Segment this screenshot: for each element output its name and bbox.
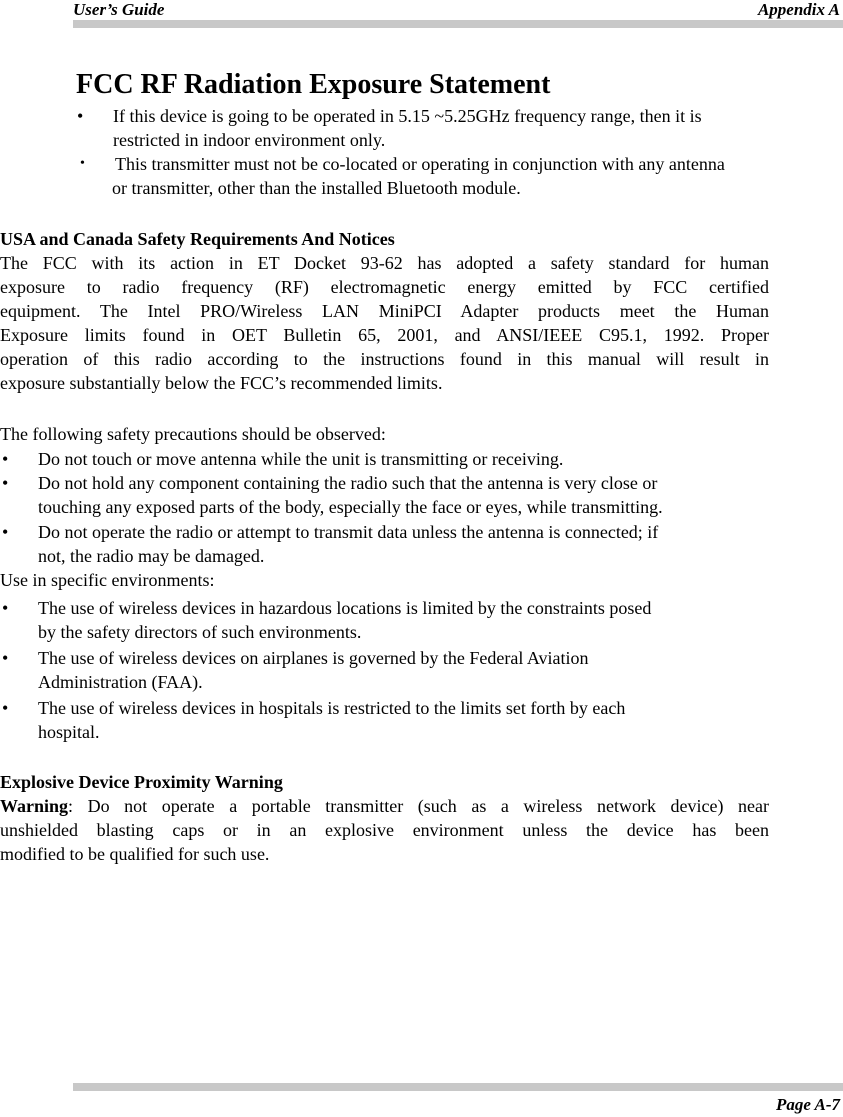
explosive-paragraph xyxy=(0,794,769,866)
environment-1-line1: The use of wireless devices in hazardous locations is limited by the constraints posed xyxy=(38,598,652,618)
usa-line-4: Exposure limits found in OET Bulletin 65, 2001, and ANSI/IEEE C95.1, 1992. Proper xyxy=(0,325,769,345)
environments-intro: Use in specific environments: xyxy=(0,570,215,590)
usa-line-6: exposure substantially below the FCC’s recommended limits. xyxy=(0,373,443,393)
fcc-title: FCC RF Radiation Exposure Statement xyxy=(76,69,551,100)
precaution-1-bullet: • xyxy=(2,449,9,469)
environment-2-bullet: • xyxy=(2,648,9,668)
environment-3-line1: The use of wireless devices in hospitals is restricted to the limits set forth by each xyxy=(38,698,626,718)
explosive-heading: Explosive Device Proximity Warning xyxy=(0,772,283,792)
environment-1-line2: by the safety directors of such environments. xyxy=(38,622,362,642)
usa-line-5: operation of this radio according to the instructions found in this manual will result in xyxy=(0,349,769,369)
fcc-bullet-1-line2: restricted in indoor environment only. xyxy=(113,130,386,150)
fcc-bullet-2-symbol: • xyxy=(80,156,85,171)
header-right: Appendix A xyxy=(757,0,840,19)
fcc-bullet-2-line2: or transmitter, other than the installed Bluetooth module. xyxy=(112,178,521,198)
precaution-3-line2: not, the radio may be damaged. xyxy=(38,546,265,566)
warning-label: Warning xyxy=(0,796,69,816)
explosive-line-1 xyxy=(0,794,769,818)
environment-2-line1: The use of wireless devices on airplanes is governed by the Federal Aviation xyxy=(38,648,589,668)
explosive-line-3: modified to be qualified for such use. xyxy=(0,844,270,864)
header-left: User’s Guide xyxy=(73,0,165,19)
precaution-3-line1: Do not operate the radio or attempt to transmit data unless the antenna is connected; if xyxy=(38,522,659,542)
usa-heading: USA and Canada Safety Requirements And Notices xyxy=(0,229,395,249)
precaution-3-bullet: • xyxy=(2,522,9,542)
fcc-bullet-1-symbol: • xyxy=(77,106,84,126)
usa-paragraph xyxy=(0,251,769,395)
precaution-2-bullet: • xyxy=(2,473,9,493)
usa-line-2: exposure to radio frequency (RF) electromagnetic energy emitted by FCC certified xyxy=(0,277,769,297)
footer-page-number: Page A-7 xyxy=(775,1095,840,1114)
environment-3-line2: hospital. xyxy=(38,722,100,742)
precautions-intro: The following safety precautions should be observed: xyxy=(0,424,386,444)
environment-1-bullet: • xyxy=(2,598,9,618)
explosive-line-2: unshielded blasting caps or in an explosive environment unless the device has been xyxy=(0,820,769,840)
fcc-bullet-2-line1: This transmitter must not be co-located or operating in conjunction with any antenna xyxy=(115,154,725,174)
precaution-2-line1: Do not hold any component containing the radio such that the antenna is very close or xyxy=(38,473,658,493)
usa-line-3: equipment. The Intel PRO/Wireless LAN MiniPCI Adapter products meet the Human xyxy=(0,301,769,321)
precaution-2-line2: touching any exposed parts of the body, especially the face or eyes, while transmitting. xyxy=(38,497,663,517)
fcc-bullet-1-line1: If this device is going to be operated in 5.15 ~5.25GHz frequency range, then it is xyxy=(113,106,702,126)
header-rule xyxy=(73,20,843,28)
footer-rule xyxy=(73,1083,843,1091)
environment-2-line2: Administration (FAA). xyxy=(38,672,203,692)
environment-3-bullet: • xyxy=(2,698,9,718)
explosive-line-1-text: : Do not operate a portable transmitter (such as a wireless network device) near xyxy=(68,796,769,816)
usa-line-1: The FCC with its action in ET Docket 93-62 has adopted a safety standard for human xyxy=(0,253,769,273)
precaution-1-line1: Do not touch or move antenna while the unit is transmitting or receiving. xyxy=(38,449,564,469)
